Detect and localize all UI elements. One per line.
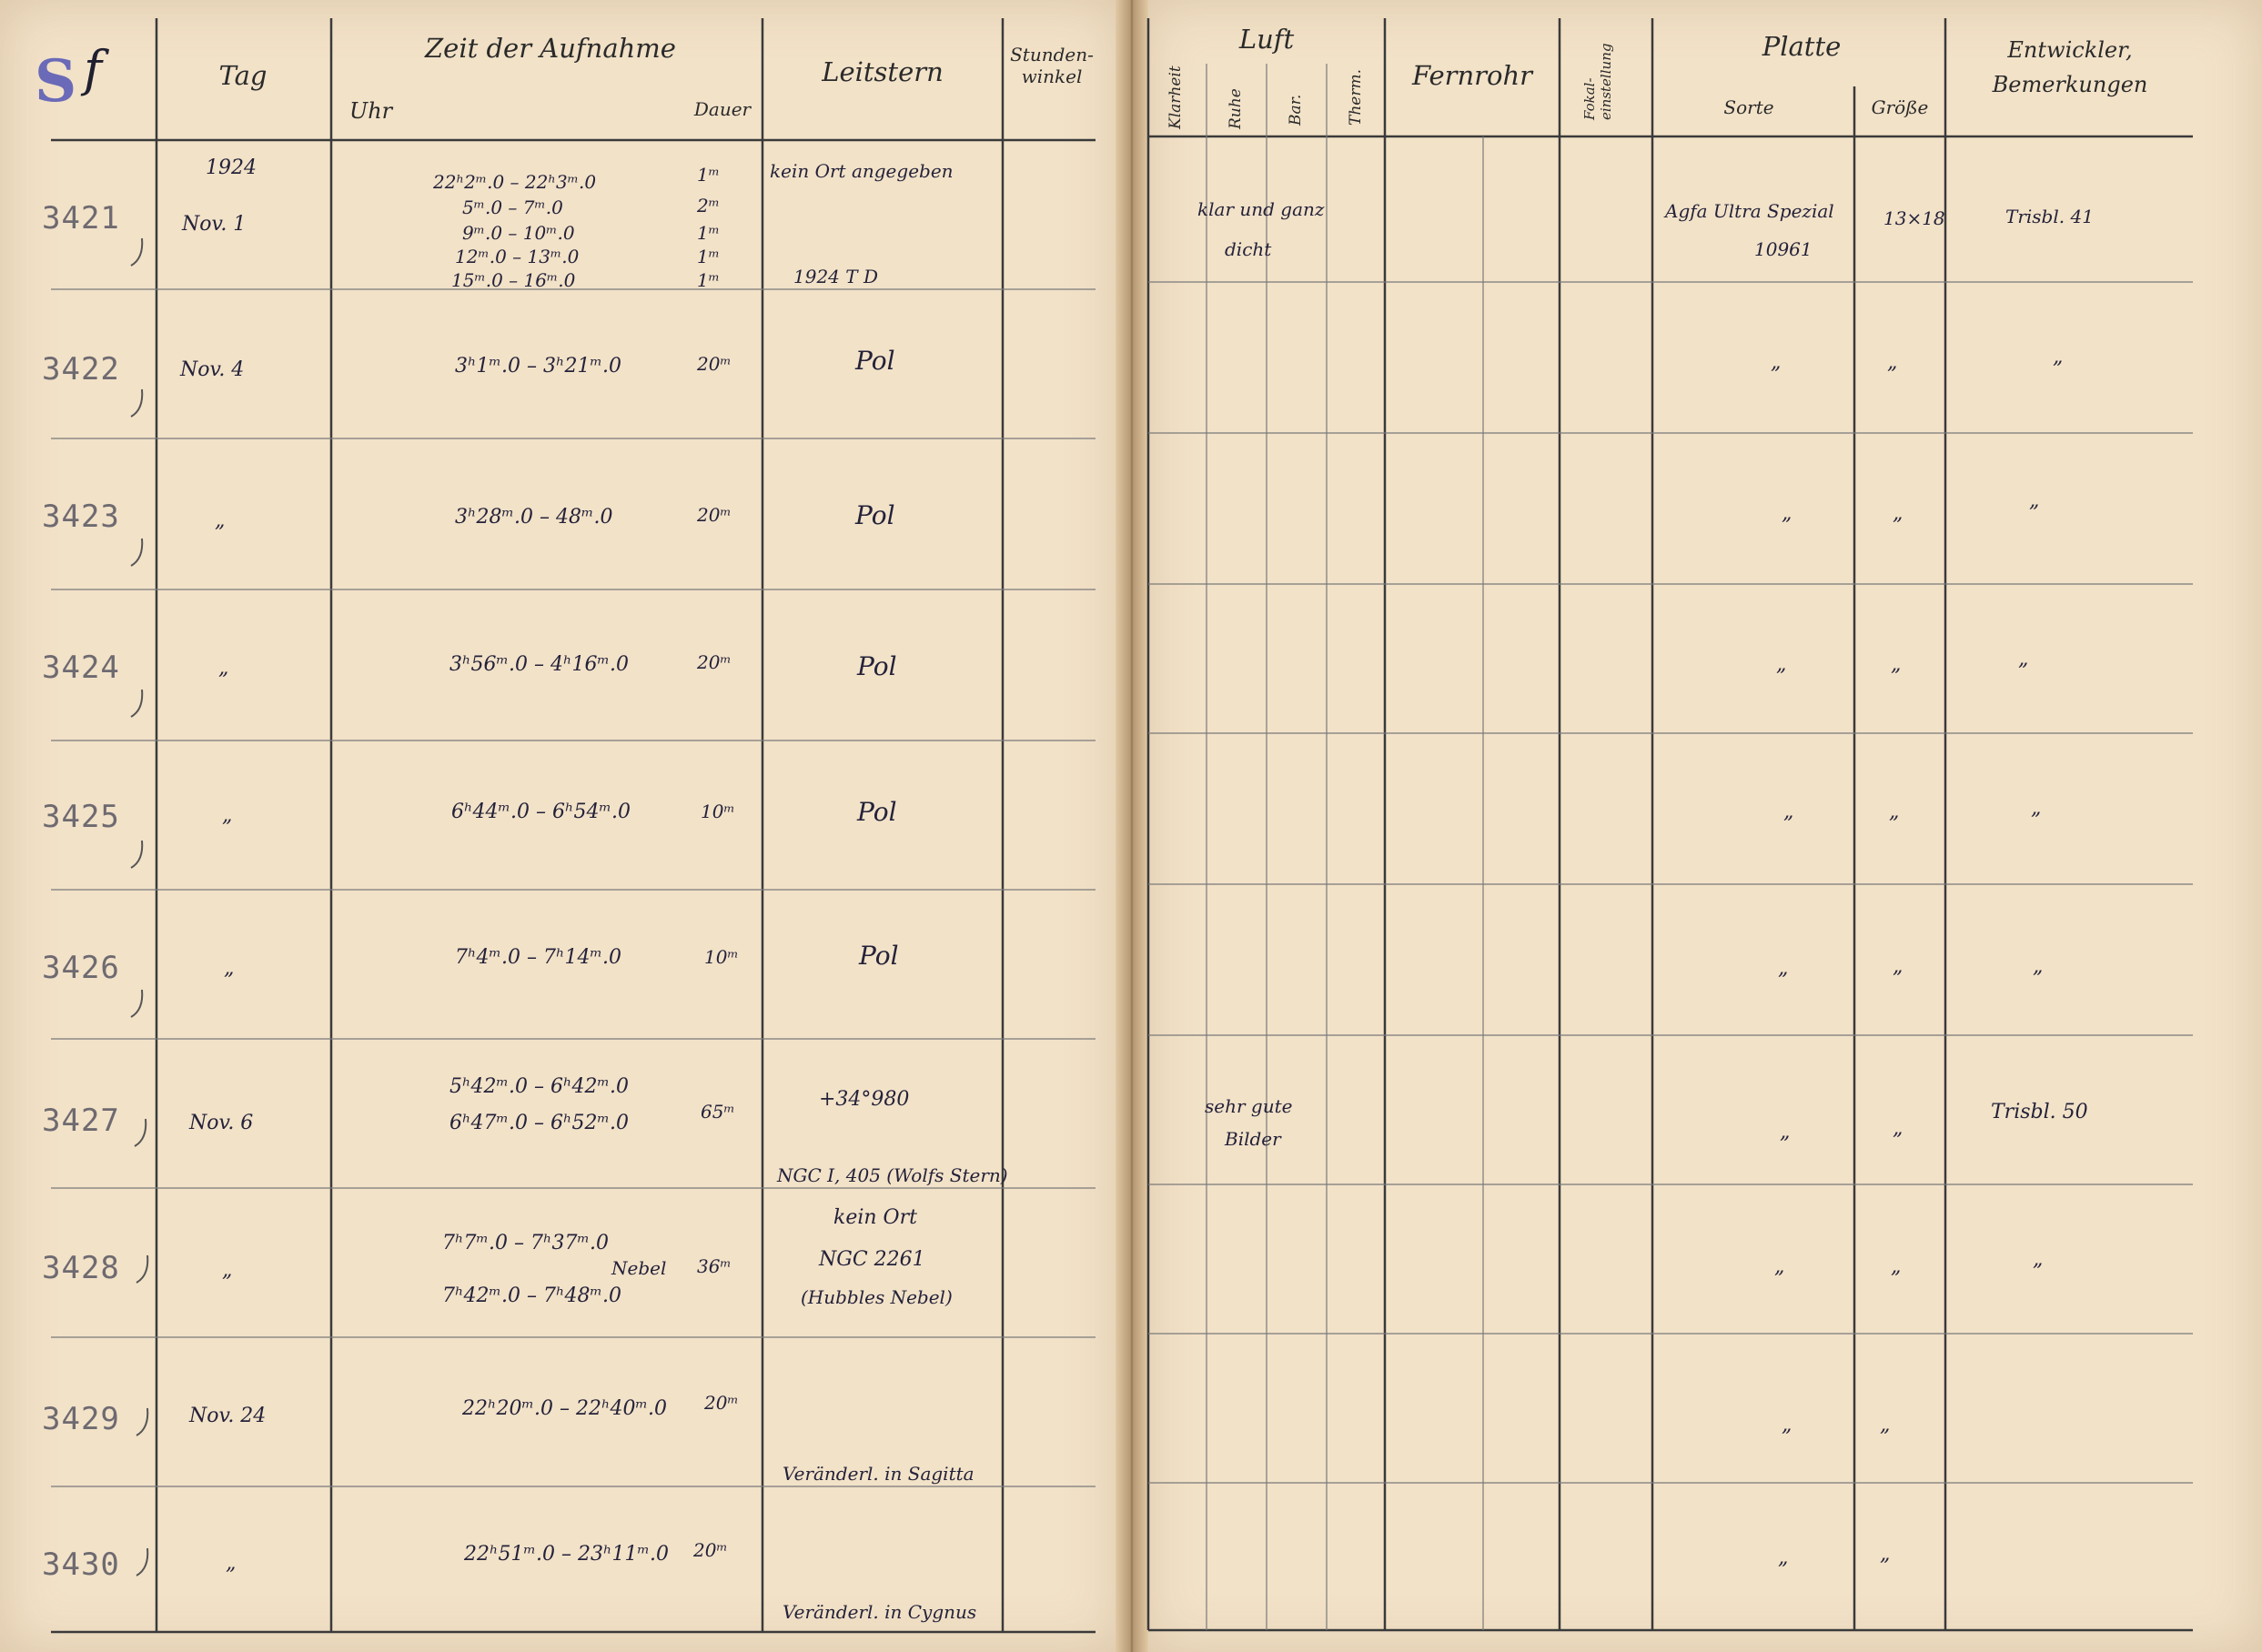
entry-zeit: 7ʰ7ᵐ.0 – 7ʰ37ᵐ.0	[442, 1232, 609, 1254]
header-stundenwinkel	[1005, 44, 1099, 87]
entry-groesse: 13×18	[1883, 207, 1945, 229]
entry-luft: Bilder	[1225, 1128, 1281, 1150]
header-luft: Luft	[1238, 24, 1295, 55]
entry-tag: Nov. 24	[189, 1405, 267, 1427]
entry-zeit: 15ᵐ.0 – 16ᵐ.0	[451, 269, 576, 291]
entry-entwickler: „	[2018, 648, 2029, 670]
entry-sorte: „	[1782, 1414, 1792, 1436]
entry-dauer: 65ᵐ	[701, 1101, 735, 1123]
entry-leitstern: Veränderl. in Sagitta	[783, 1463, 974, 1485]
entry-groesse: „	[1891, 653, 1902, 676]
entry-zeit: 5ʰ42ᵐ.0 – 6ʰ42ᵐ.0	[449, 1075, 629, 1098]
entry-year: 1924	[206, 156, 257, 179]
entry-groesse: „	[1891, 1255, 1902, 1278]
library-stamp: S	[35, 47, 77, 116]
entry-leitstern: Pol	[857, 797, 897, 827]
header-klarheit: Klarheit	[1166, 65, 1185, 129]
entry-leitstern: (Hubbles Nebel)	[801, 1286, 953, 1308]
header-dauer: Dauer	[693, 98, 752, 120]
header-sorte: Sorte	[1723, 96, 1774, 118]
entry-dauer: 2ᵐ	[697, 195, 720, 217]
entry-zeit: 22ʰ20ᵐ.0 – 22ʰ40ᵐ.0	[462, 1397, 667, 1420]
entry-luft: dicht	[1225, 238, 1272, 260]
entry-entwickler: „	[2031, 797, 2042, 820]
entry-entwickler: „	[2053, 346, 2064, 368]
entry-zeit: 22ʰ51ᵐ.0 – 23ʰ11ᵐ.0	[464, 1543, 669, 1566]
entry-groesse: „	[1893, 955, 1904, 978]
header-tag: Tag	[218, 60, 268, 91]
entry-dauer: 1ᵐ	[697, 246, 720, 267]
entry-leitstern: Pol	[855, 500, 895, 530]
header-entwickler	[1956, 33, 2184, 102]
entry-tag: „	[215, 509, 226, 532]
entry-leitstern-note: kein Ort	[833, 1206, 917, 1229]
entry-dauer: 20ᵐ	[704, 1392, 739, 1414]
entry-dauer: 20ᵐ	[697, 651, 732, 673]
entry-zeit: 3ʰ28ᵐ.0 – 48ᵐ.0	[455, 506, 613, 529]
entry-entwickler: Trisbl. 50	[1991, 1101, 2088, 1123]
entry-tag: „	[218, 657, 229, 680]
entry-groesse: „	[1893, 502, 1904, 525]
entry-sorte: „	[1778, 1546, 1789, 1569]
entry-number: 3430	[42, 1546, 120, 1583]
header-fokal-line1: Fokal-	[1581, 77, 1598, 120]
entry-entwickler: „	[2029, 489, 2040, 512]
header-leitstern: Leitstern	[822, 56, 944, 87]
entry-leitstern: +34°980	[819, 1088, 910, 1111]
entry-dauer: 20ᵐ	[697, 504, 732, 526]
entry-number: 3421	[42, 200, 120, 237]
entry-zeit: 6ʰ44ᵐ.0 – 6ʰ54ᵐ.0	[451, 801, 631, 823]
entry-luft: sehr gute	[1205, 1095, 1293, 1117]
entry-zeit: 3ʰ1ᵐ.0 – 3ʰ21ᵐ.0	[455, 355, 621, 378]
header-ruhe: Ruhe	[1227, 88, 1245, 129]
header-bar: Bar.	[1287, 94, 1305, 126]
entry-groesse: „	[1880, 1414, 1891, 1436]
entry-tag: „	[222, 1259, 233, 1282]
entry-sorte: „	[1780, 1121, 1791, 1143]
entry-zeit: 3ʰ56ᵐ.0 – 4ʰ16ᵐ.0	[449, 653, 629, 676]
entry-leitstern: Pol	[855, 346, 895, 376]
entry-entwickler: Trisbl. 41	[2005, 206, 2094, 227]
entry-dauer: 1ᵐ	[697, 269, 720, 291]
entry-sorte: „	[1774, 1255, 1785, 1278]
entry-leitstern: NGC I, 405 (Wolfs Stern)	[777, 1164, 1008, 1186]
entry-number: 3425	[42, 799, 120, 835]
entry-zeit: 6ʰ47ᵐ.0 – 6ʰ52ᵐ.0	[449, 1112, 629, 1134]
entry-dauer: 36ᵐ	[697, 1255, 732, 1277]
entry-tag: Nov. 6	[189, 1112, 254, 1134]
entry-dauer: 1ᵐ	[697, 222, 720, 244]
header-fokal	[1581, 44, 1614, 120]
entry-tag: „	[226, 1552, 237, 1575]
header-zeit: Zeit der Aufnahme	[425, 33, 676, 64]
entry-entwickler: „	[2033, 1248, 2044, 1271]
entry-tag: Nov. 1	[182, 213, 247, 236]
entry-zeit: 9ᵐ.0 – 10ᵐ.0	[462, 222, 575, 244]
entry-dauer: 10ᵐ	[701, 801, 735, 822]
entry-sorte: „	[1776, 653, 1787, 676]
entry-zeit: 12ᵐ.0 – 13ᵐ.0	[455, 246, 580, 267]
header-platte: Platte	[1762, 31, 1842, 62]
entry-zeit: 5ᵐ.0 – 7ᵐ.0	[462, 196, 563, 218]
entry-luft: klar und ganz	[1197, 198, 1325, 220]
entry-tag: „	[222, 804, 233, 827]
entry-number: 3428	[42, 1250, 120, 1286]
header-therm: Therm.	[1347, 69, 1365, 126]
header-fernrohr: Fernrohr	[1411, 60, 1533, 91]
entry-groesse: „	[1887, 351, 1898, 374]
header-fokal-line2: einstellung	[1598, 43, 1614, 120]
entry-groesse: „	[1880, 1543, 1891, 1566]
entry-sorte: „	[1782, 502, 1792, 525]
entry-zeit-note: Nebel	[611, 1257, 667, 1279]
entry-sorte: „	[1783, 801, 1794, 823]
entry-number: 3424	[42, 650, 120, 686]
entry-zeit: 7ʰ42ᵐ.0 – 7ʰ48ᵐ.0	[442, 1284, 621, 1307]
entry-leitstern-note: kein Ort angegeben	[770, 160, 954, 182]
entry-number: 3422	[42, 351, 120, 388]
entry-entwickler: „	[2033, 955, 2044, 978]
entry-tag: „	[224, 957, 235, 980]
entry-tag: Nov. 4	[180, 358, 245, 381]
entry-leitstern: Pol	[857, 651, 897, 681]
entry-dauer: 20ᵐ	[693, 1539, 728, 1561]
entry-number: 3426	[42, 950, 120, 986]
entry-number: 3429	[42, 1401, 120, 1437]
entry-dauer: 20ᵐ	[697, 353, 732, 375]
folio-mark: f	[84, 40, 102, 97]
right-page	[1143, 0, 2262, 1652]
entry-groesse: „	[1889, 801, 1900, 823]
header-entwickler-line2: Bemerkungen	[1992, 72, 2148, 97]
entry-dauer: 10ᵐ	[704, 946, 739, 968]
entry-leitstern: 1924 T D	[793, 266, 878, 287]
entry-zeit: 22ʰ2ᵐ.0 – 22ʰ3ᵐ.0	[433, 171, 597, 193]
header-stundenwinkel-line1: Stunden-	[1010, 44, 1094, 65]
entry-leitstern: Pol	[859, 941, 899, 971]
entry-groesse: „	[1893, 1117, 1904, 1140]
entry-sorte: „	[1778, 957, 1789, 980]
entry-dauer: 1ᵐ	[697, 164, 720, 186]
header-uhr: Uhr	[349, 98, 393, 124]
book-gutter	[1116, 0, 1148, 1652]
header-stundenwinkel-line2: winkel	[1021, 65, 1083, 87]
header-groesse: Größe	[1871, 96, 1929, 118]
entry-zeit: 7ʰ4ᵐ.0 – 7ʰ14ᵐ.0	[455, 946, 621, 969]
entry-sorte: „	[1771, 351, 1782, 374]
entry-leitstern: Veränderl. in Cygnus	[783, 1601, 977, 1623]
entry-number: 3427	[42, 1103, 120, 1139]
entry-number: 3423	[42, 499, 120, 535]
entry-sorte: Agfa Ultra Spezial	[1665, 200, 1834, 222]
header-entwickler-line1: Entwickler,	[2007, 37, 2133, 63]
entry-leitstern: NGC 2261	[819, 1248, 925, 1271]
entry-sorte: 10961	[1754, 238, 1813, 260]
